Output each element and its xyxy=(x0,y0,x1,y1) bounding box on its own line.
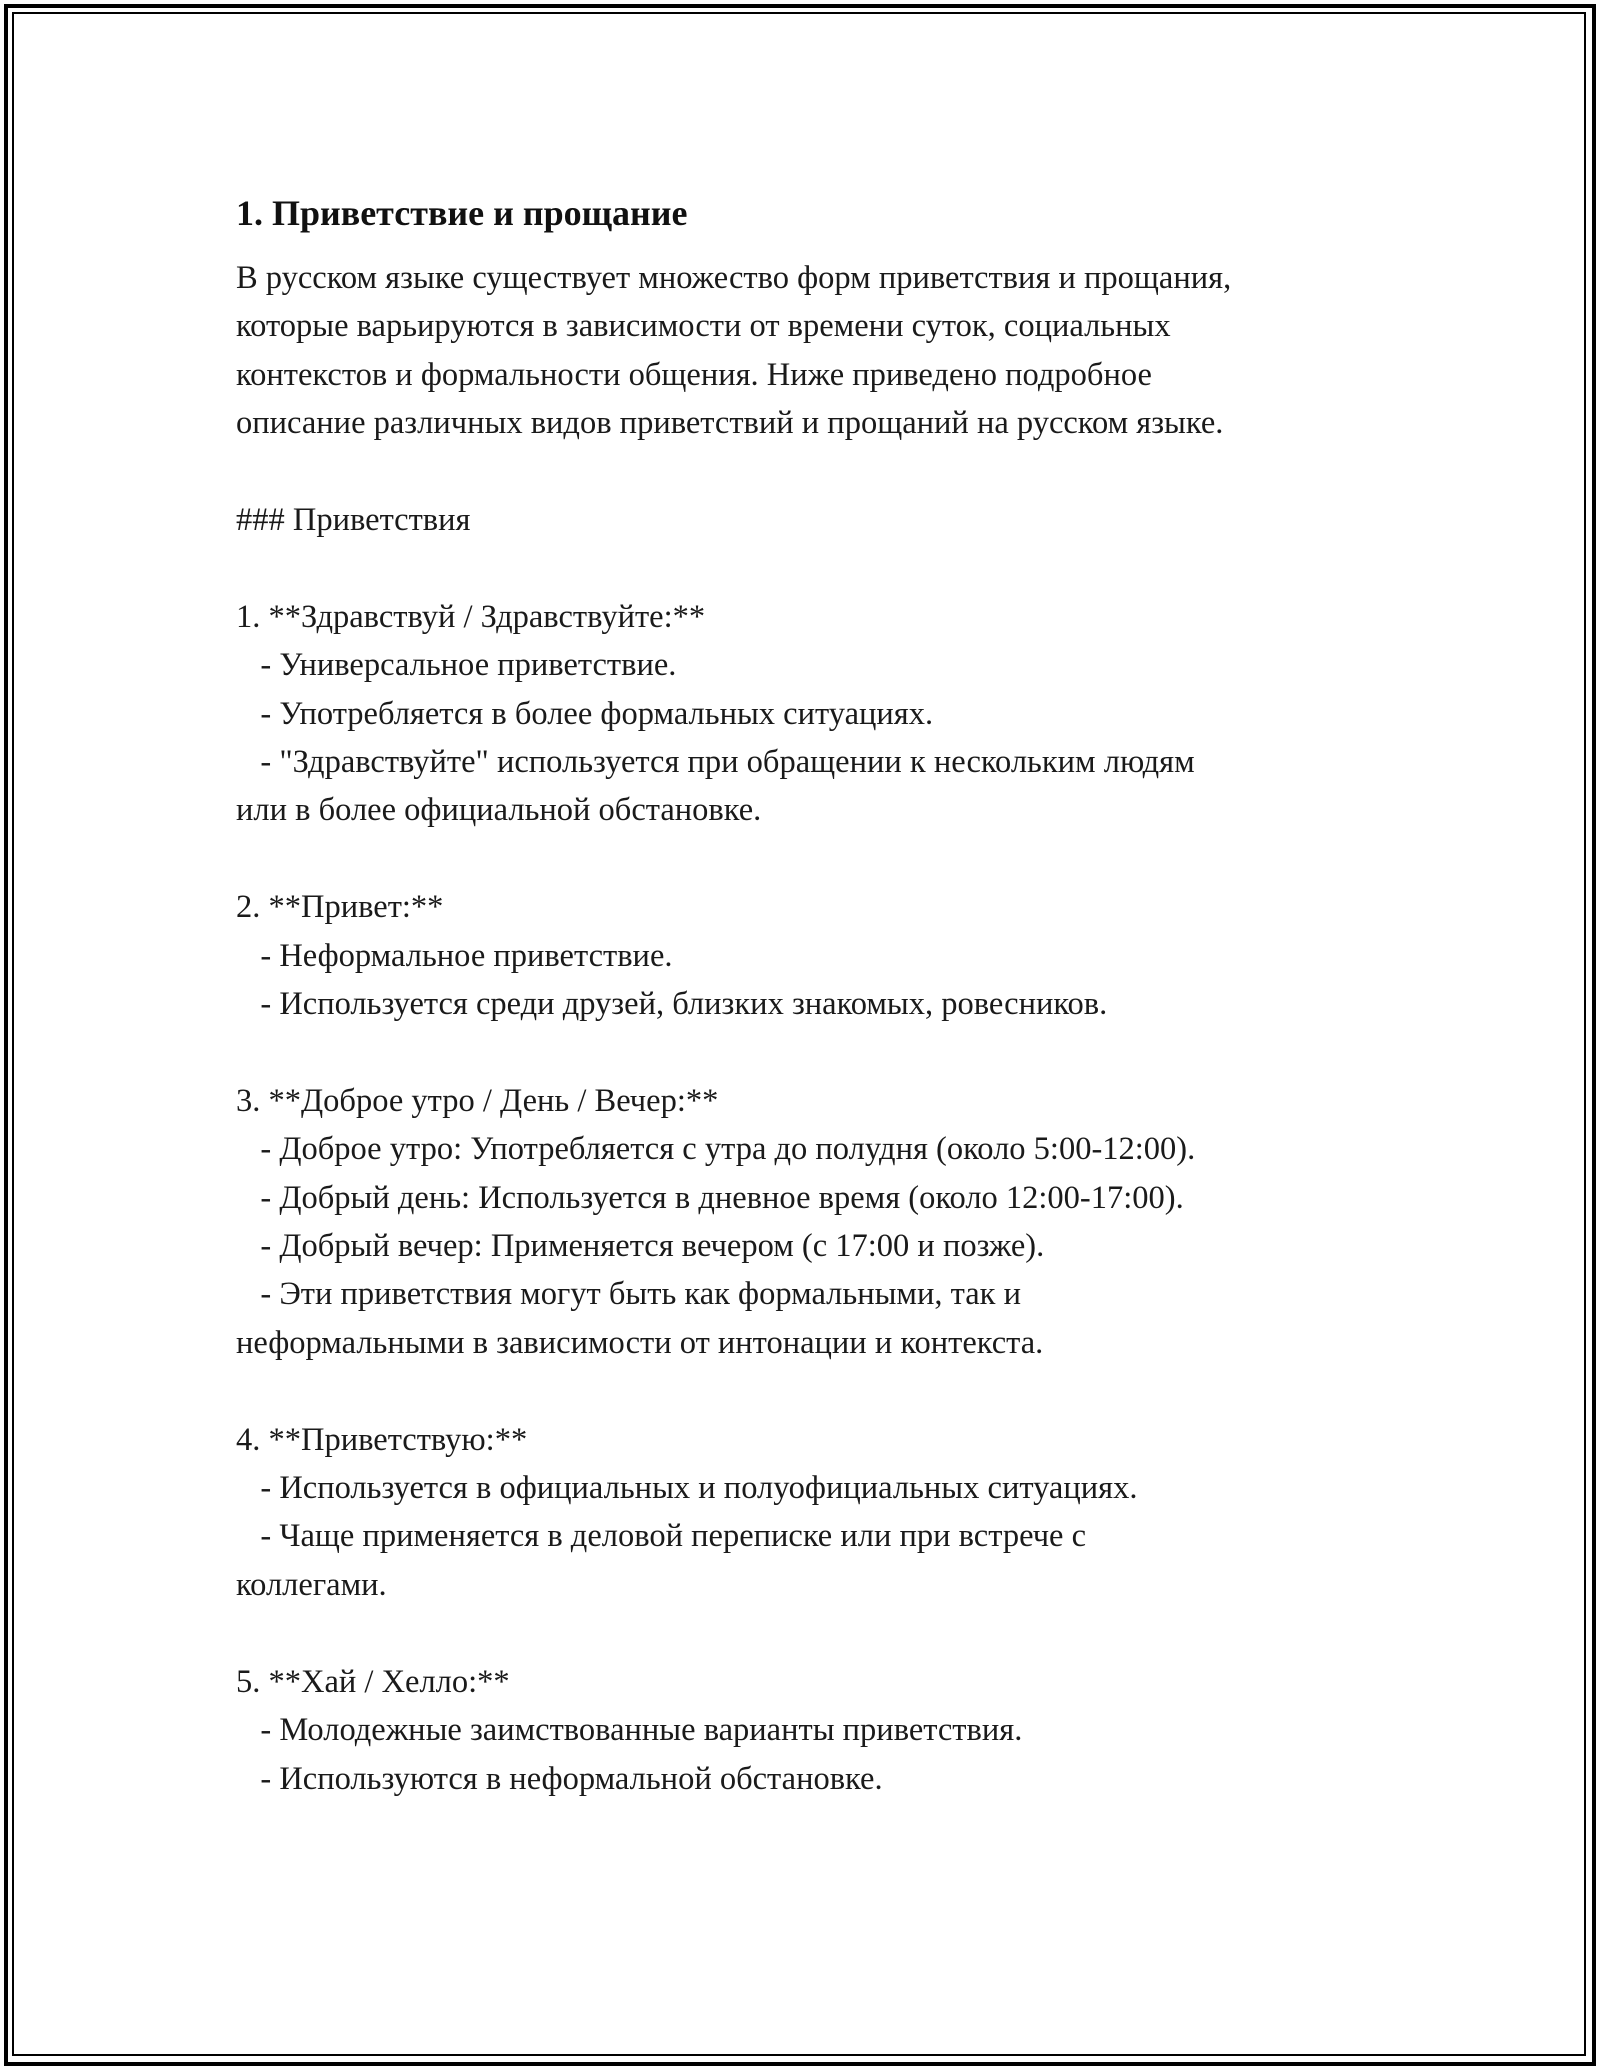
list-item-line: - Используется в официальных и полуофициальных ситуациях. xyxy=(236,1470,1138,1507)
blank-line xyxy=(236,448,1396,496)
list-item-line: - Используются в неформальной обстановке. xyxy=(236,1760,883,1797)
list-item xyxy=(236,883,1396,1028)
list-item-heading: 1. **Здравствуй / Здравствуйте:** xyxy=(236,598,706,635)
list-item-heading: 4. **Приветствую:** xyxy=(236,1421,528,1458)
list-item-line: - Употребляется в более формальных ситуациях. xyxy=(236,695,934,732)
list-item-line: - Доброе утро: Употребляется с утра до полудня (около 5:00-12:00). xyxy=(236,1131,1196,1168)
blank-line xyxy=(236,1367,1396,1415)
section-heading: ### Приветствия xyxy=(236,502,471,539)
blank-line xyxy=(236,835,1396,883)
blank-line xyxy=(236,1028,1396,1076)
blank-line xyxy=(236,544,1396,592)
list-item-heading: 3. **Доброе утро / День / Вечер:** xyxy=(236,1082,719,1119)
list-item-heading: 2. **Привет:** xyxy=(236,889,444,926)
blank-line xyxy=(236,1609,1396,1657)
list-item-line: - Универсальное приветствие. xyxy=(236,647,677,684)
page-title: 1. Приветствие и прощание xyxy=(236,193,688,233)
list-item-line: - "Здравствуйте" используется при обращении к нескольким людям xyxy=(236,744,1195,781)
list-item xyxy=(236,593,1396,835)
document-body xyxy=(236,180,1396,1803)
list-item xyxy=(236,1658,1396,1803)
list-item-line: - Добрый день: Используется в дневное время (около 12:00-17:00). xyxy=(236,1179,1184,1216)
list-item-line: - Используется среди друзей, близких знакомых, ровесников. xyxy=(236,986,1108,1023)
list-item-line: или в более официальной обстановке. xyxy=(236,792,762,829)
list-item-line: - Молодежные заимствованные варианты приветствия. xyxy=(236,1712,1023,1749)
intro-paragraph: В русском языке существует множество форм приветствия и прощания, которые варьируются в зависимости от времени суток, социальных контекстов и формальности общения. Ниже приведено подробное описание различных видов приветствий и прощаний на русском языке. xyxy=(236,260,1232,442)
list-item-line: - Чаще применяется в деловой переписке или при встрече с xyxy=(236,1518,1087,1555)
list-item-line: - Эти приветствия могут быть как формальными, так и xyxy=(236,1276,1021,1313)
list-item-heading: 5. **Хай / Хелло:** xyxy=(236,1663,510,1700)
list-item-line: неформальными в зависимости от интонации и контекста. xyxy=(236,1324,1044,1361)
list-item xyxy=(236,1416,1396,1610)
list-item-line: коллегами. xyxy=(236,1566,387,1603)
list-item xyxy=(236,1077,1396,1367)
list-item-line: - Добрый вечер: Применяется вечером (с 17:00 и позже). xyxy=(236,1228,1045,1265)
list-item-line: - Неформальное приветствие. xyxy=(236,937,673,974)
